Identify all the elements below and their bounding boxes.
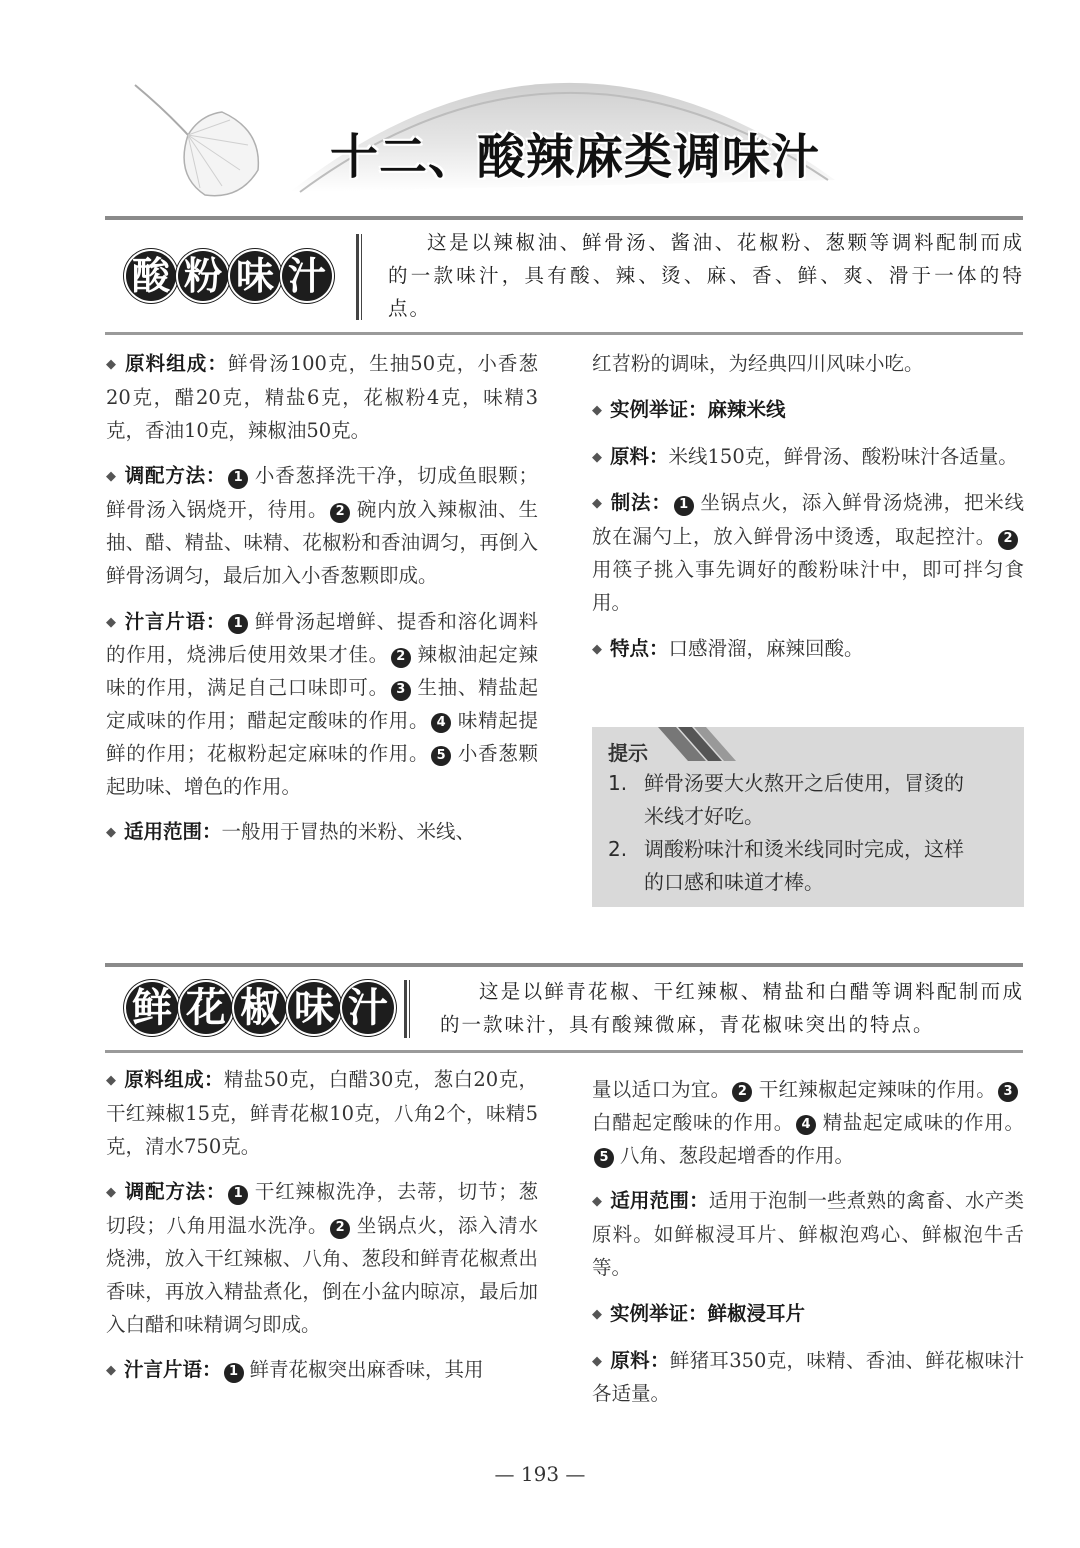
section1-divider-thin xyxy=(361,234,362,320)
note-number-3: 3 xyxy=(998,1082,1018,1102)
method-label: 调配方法： xyxy=(124,464,227,488)
materials-label: 原料： xyxy=(610,444,669,468)
step-number-1: 1 xyxy=(228,1185,248,1205)
note-number-3: 3 xyxy=(391,681,411,701)
note-text: 小香葱颗起助味、增色的作用。 xyxy=(106,741,538,798)
diamond-bullet-icon: ◆ xyxy=(592,449,602,465)
materials-text: 米线150克，鲜骨汤、酸粉味汁各适量。 xyxy=(668,444,1018,468)
tip-list xyxy=(608,767,1013,899)
step-number-2: 2 xyxy=(998,530,1018,550)
section1-right-column xyxy=(592,348,1024,679)
diamond-bullet-icon: ◆ xyxy=(106,1363,116,1379)
badge-char: 味 xyxy=(288,982,340,1034)
feature-label: 特点： xyxy=(610,636,669,660)
notes-label: 汁言片语： xyxy=(124,1358,222,1382)
section2-divider xyxy=(404,980,407,1038)
steps-paragraph xyxy=(592,487,1024,619)
step-text: 用筷子挑入事先调好的酸粉味汁中，即可拌匀食用。 xyxy=(592,557,1024,614)
method-label: 调配方法： xyxy=(124,1180,227,1204)
example-dish: 鲜椒浸耳片 xyxy=(707,1301,806,1325)
method-step: 坐锅点火，添入清水烧沸，放入干红辣椒、八角、葱段和鲜青花椒煮出香味，再放入精盐煮化，倒在小盆内晾凉，最后加入白醋和味精调匀即成。 xyxy=(106,1214,538,1336)
badge-char: 味 xyxy=(230,251,280,301)
materials-text: 鲜猪耳350克，味精、香油、鲜花椒味汁各适量。 xyxy=(592,1348,1024,1406)
diamond-bullet-icon: ◆ xyxy=(592,402,602,418)
materials-paragraph xyxy=(592,441,1024,475)
diamond-bullet-icon: ◆ xyxy=(106,1073,116,1088)
tip-text xyxy=(644,767,964,833)
notes-paragraph xyxy=(106,1354,538,1388)
ingredients-text: 精盐50克，白醋30克，葱白20克，干红辣椒15克，鲜青花椒10克，八角2个，味精5克，清水750克。 xyxy=(106,1068,538,1158)
feature-paragraph xyxy=(592,633,1024,667)
usage-continued: 红苕粉的调味，为经典四川风味小吃。 xyxy=(592,352,924,375)
method-paragraph xyxy=(106,1176,538,1341)
notes-paragraph xyxy=(106,606,538,804)
note-number-1: 1 xyxy=(224,1363,244,1383)
diamond-bullet-icon: ◆ xyxy=(592,641,602,657)
usage-label: 适用范围： xyxy=(610,1189,709,1213)
steps-label: 制法： xyxy=(610,491,672,515)
tip-number: 2. xyxy=(608,837,628,861)
diamond-bullet-icon: ◆ xyxy=(106,1185,116,1201)
note-number-2: 2 xyxy=(732,1082,752,1102)
note-text: 精盐起定咸味的作用。 xyxy=(822,1110,1024,1134)
method-step: 碗内放入辣椒油、生抽、醋、精盐、味精、花椒粉和香油调匀，再倒入鲜骨汤调匀，最后加入小香葱颗即成。 xyxy=(106,498,538,587)
step-number-1: 1 xyxy=(674,496,694,516)
tip-stripes-decoration xyxy=(658,727,738,761)
method-step: 干红辣椒洗净，去蒂，切节；葱切段；八角用温水洗净。 xyxy=(106,1180,538,1238)
chapter-header xyxy=(0,0,1080,215)
tip-box xyxy=(592,727,1024,907)
diamond-bullet-icon: ◆ xyxy=(592,1194,602,1210)
note-text: 鲜骨汤起增鲜、提香和溶化调料的作用，烧沸后使用效果才佳。 xyxy=(106,609,538,667)
section1-badge xyxy=(126,251,332,301)
diamond-bullet-icon: ◆ xyxy=(592,1306,602,1322)
step-number-1: 1 xyxy=(228,469,248,489)
section1-intro: 这是以辣椒油、鲜骨汤、酱油、花椒粉、葱颗等调料配制而成的一款味汁，具有酸、辣、烫、麻、香、鲜、爽、滑于一体的特点。 xyxy=(388,231,1024,320)
note-text: 生抽、精盐起定咸味的作用；醋起定酸味的作用。 xyxy=(106,676,538,732)
note-text: 白醋起定酸味的作用。 xyxy=(592,1110,794,1134)
note-text: 八角、葱段起增香的作用。 xyxy=(620,1143,855,1167)
section1-top-rule xyxy=(105,216,1023,220)
section2-right-column xyxy=(592,1074,1024,1424)
usage-text: 适用于泡制一些煮熟的禽畜、水产类原料。如鲜椒浸耳片、鲜椒泡鸡心、鲜椒泡牛舌等。 xyxy=(592,1189,1024,1279)
note-number-5: 5 xyxy=(431,746,451,766)
usage-paragraph xyxy=(106,816,538,850)
section2-divider-thin xyxy=(409,980,410,1038)
tip-line: 米线才好吃。 xyxy=(644,804,764,828)
diamond-bullet-icon: ◆ xyxy=(106,825,116,841)
badge-char: 花 xyxy=(180,982,232,1034)
diamond-bullet-icon: ◆ xyxy=(106,614,116,630)
section1-bottom-rule xyxy=(105,332,1023,335)
example-paragraph xyxy=(592,1298,1024,1332)
note-number-4: 4 xyxy=(431,713,451,733)
materials-label: 原料： xyxy=(610,1348,670,1372)
ingredients-text: 鲜骨汤100克，生抽50克，小香葱20克，醋20克，精盐6克，花椒粉4克，味精3克，香油10克，辣椒油50克。 xyxy=(106,352,538,442)
section2-top-rule xyxy=(105,963,1023,967)
materials-paragraph xyxy=(592,1345,1024,1412)
note-text: 辣椒油起定辣味的作用，满足自己口味即可。 xyxy=(106,643,538,700)
badge-char: 汁 xyxy=(282,251,332,301)
note-number-4: 4 xyxy=(796,1115,816,1135)
section2-badge xyxy=(126,982,394,1034)
section2-bottom-rule xyxy=(105,1050,1023,1053)
diamond-bullet-icon: ◆ xyxy=(592,1353,602,1369)
example-dish: 麻辣米线 xyxy=(707,397,786,421)
tip-title: 提示 xyxy=(608,741,648,765)
diamond-bullet-icon: ◆ xyxy=(106,357,116,372)
tip-number: 1. xyxy=(608,771,628,795)
feature-text: 口感滑溜，麻辣回酸。 xyxy=(668,636,864,660)
tip-text xyxy=(644,833,964,899)
note-text: 干红辣椒起定辣味的作用。 xyxy=(758,1078,996,1101)
section2-left-column xyxy=(106,1064,538,1401)
ginkgo-leaf-icon xyxy=(135,85,258,196)
chapter-title: 十二、酸辣麻类调味汁 xyxy=(330,129,821,185)
usage-text: 一般用于冒热的米粉、米线、 xyxy=(221,820,476,844)
note-text: 味精起提鲜的作用；花椒粉起定麻味的作用。 xyxy=(106,708,538,765)
ingredients-paragraph xyxy=(106,348,538,447)
section2-intro: 这是以鲜青花椒、干红辣椒、精盐和白醋等调料配制而成的一款味汁，具有酸辣微麻，青花椒味突出的特点。 xyxy=(440,980,1024,1036)
tip-item xyxy=(608,833,1013,899)
badge-char: 鲜 xyxy=(126,982,178,1034)
note-number-5: 5 xyxy=(594,1148,614,1168)
badge-char: 酸 xyxy=(126,251,176,301)
step-number-2: 2 xyxy=(330,1219,350,1239)
example-paragraph xyxy=(592,394,1024,428)
section1-left-column xyxy=(106,348,538,863)
ingredients-label: 原料组成： xyxy=(124,1068,224,1091)
example-label: 实例举证： xyxy=(610,397,708,421)
tip-item xyxy=(608,767,1013,833)
note-number-1: 1 xyxy=(228,614,248,634)
section1-divider xyxy=(356,234,359,320)
method-paragraph xyxy=(106,460,538,592)
notes-label: 汁言片语： xyxy=(124,609,227,633)
badge-char: 椒 xyxy=(234,982,286,1034)
ingredients-label: 原料组成： xyxy=(124,352,228,375)
notes-continued xyxy=(592,1074,1024,1172)
step-number-2: 2 xyxy=(330,503,350,523)
method-step: 小香葱择洗干净，切成鱼眼颗；鲜骨汤入锅烧开，待用。 xyxy=(106,464,538,522)
page-number: — 193 — xyxy=(494,1462,586,1486)
diamond-bullet-icon: ◆ xyxy=(106,469,116,485)
example-label: 实例举证： xyxy=(610,1301,708,1325)
tip-line: 调酸粉味汁和烫米线同时完成，这样 xyxy=(644,837,964,861)
diamond-bullet-icon: ◆ xyxy=(592,496,602,512)
tip-line: 鲜骨汤要大火熬开之后使用，冒烫的 xyxy=(644,771,964,795)
note-text: 鲜青花椒突出麻香味，其用 xyxy=(249,1358,484,1382)
note-number-2: 2 xyxy=(391,648,411,668)
note-text: 量以适口为宜。 xyxy=(592,1078,731,1101)
tip-line: 的口感和味道才棒。 xyxy=(644,870,824,894)
usage-paragraph xyxy=(592,1185,1024,1284)
step-text: 坐锅点火，添入鲜骨汤烧沸，把米线放在漏勺上，放入鲜骨汤中烫透，取起控汁。 xyxy=(592,491,1024,549)
usage-label: 适用范围： xyxy=(124,820,222,844)
badge-char: 粉 xyxy=(178,251,228,301)
badge-char: 汁 xyxy=(342,982,394,1034)
ingredients-paragraph xyxy=(106,1064,538,1163)
